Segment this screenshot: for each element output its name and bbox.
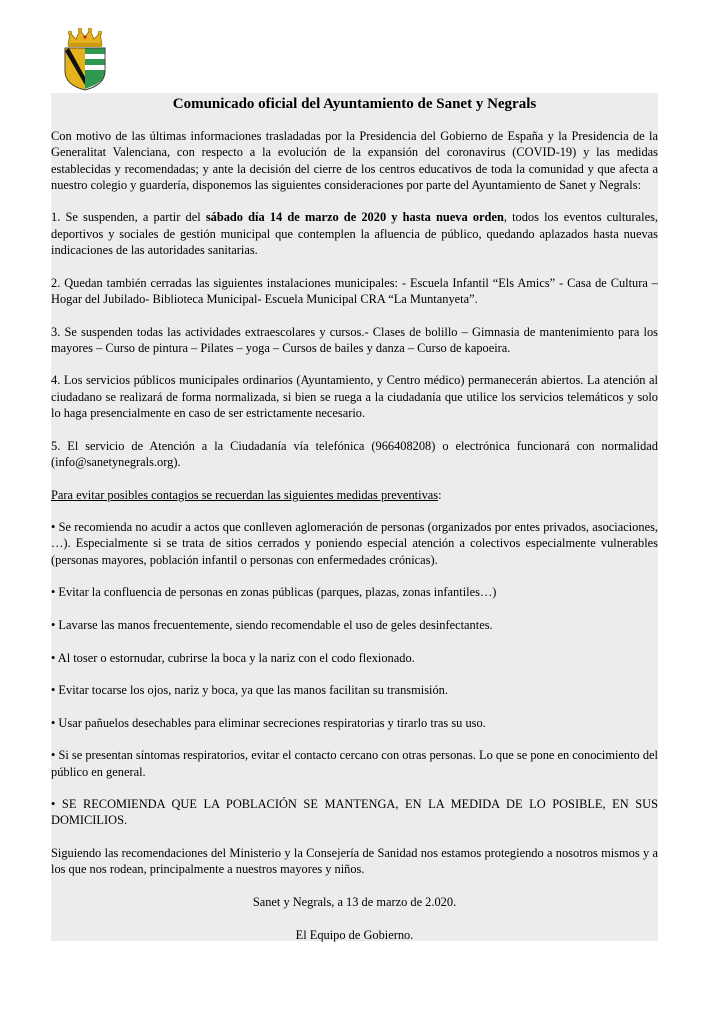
communique-panel <box>51 93 658 941</box>
measure-item: • SE RECOMIENDA QUE LA POBLACIÓN SE MANTENGA, EN LA MEDIDA DE LO POSIBLE, EN SUS DOMICILIOS. <box>51 797 658 828</box>
place-date: Sanet y Negrals, a 13 de marzo de 2.020. <box>252 894 457 909</box>
point-3: 3. Se suspenden todas las actividades extraescolares y cursos.- Clases de bolillo – Gimnasia de mantenimiento para los mayores – Curso de pintura – Pilates – yoga – Cursos de bailes y danza – Curso de kapoeira. <box>51 324 658 355</box>
signature: El Equipo de Gobierno. <box>295 927 414 942</box>
intro-paragraph: Con motivo de las últimas informaciones trasladadas por la Presidencia del Gobierno de España y la Presidencia de la Generalitat Valenciana, con respecto a la evolución de la expansión del coronavirus (COVID-19) y las medidas establecidas y recomendadas; y ante la decisión del cierre de los centros educativos de toda la comunidad y que afecta a nuestro colegio y guardería, disponemos las siguientes consideraciones por parte del Ayuntamiento de Sanet y Negrals: <box>51 129 658 192</box>
communique-body <box>51 128 658 959</box>
measure-item: • Evitar tocarse los ojos, nariz y boca, ya que las manos facilitan su transmisión. <box>51 683 448 698</box>
point-5: 5. El servicio de Atención a la Ciudadanía vía telefónica (966408208) o electrónica funcionará con normalidad (info@sanetynegrals.org). <box>51 438 658 469</box>
measure-item: • Lavarse las manos frecuentemente, siendo recomendable el uso de geles desinfectantes. <box>51 617 493 632</box>
measure-item: • Evitar la confluencia de personas en zonas públicas (parques, plazas, zonas infantiles…) <box>51 585 497 600</box>
measure-item: • Se recomienda no acudir a actos que conlleven aglomeración de personas (organizados por entes privados, asociaciones, …). Especialmente si se trata de sitios cerrados y poniendo especial atención a colectivos especialmente vulnerables (personas mayores, población infantil o personas con enfermedades crónicas). <box>51 520 658 567</box>
point-1: 1. Se suspenden, a partir del sábado día 14 de marzo de 2020 y hasta nueva orden, todos los eventos culturales, deportivos y sociales de gestión municipal que contemplen la afluencia de público, quedando aplazados hasta nuevas indicaciones de las autoridades sanitarias. <box>51 210 658 258</box>
document-title: Comunicado oficial del Ayuntamiento de Sanet y Negrals <box>172 96 537 112</box>
point-4: 4. Los servicios públicos municipales ordinarios (Ayuntamiento, y Centro médico) permanecerán abiertos. La atención al ciudadano se realizará de forma normalizada, si bien se ruega a la ciudadanía que utilice los servicios telemáticos y solo lo haga presencialmente en caso de ser estrictamente necesario. <box>51 373 658 421</box>
measure-item: • Usar pañuelos desechables para eliminar secreciones respiratorias y tirarlo tras su uso. <box>51 715 486 730</box>
measure-item: • Si se presentan síntomas respiratorios, evitar el contacto cercano con otras personas. Lo que se pone en conocimiento del público en general. <box>51 748 658 779</box>
point-2: 2. Quedan también cerradas las siguientes instalaciones municipales: - Escuela Infantil “Els Amics” - Casa de Cultura – Hogar del Jubilado- Biblioteca Municipal- Escuela Municipal CRA “La Muntanyeta”. <box>51 275 658 306</box>
measure-item: • Al toser o estornudar, cubrirse la boca y la nariz con el codo flexionado. <box>51 650 415 665</box>
closing-paragraph: Siguiendo las recomendaciones del Ministerio y la Consejería de Sanidad nos estamos protegiendo a nosotros mismos y a los que nos rodean, principalmente a nuestros mayores y niños. <box>51 846 658 877</box>
coat-of-arms-icon <box>60 27 110 91</box>
measures-heading: Para evitar posibles contagios se recuerdan las siguientes medidas preventivas: <box>51 487 442 502</box>
